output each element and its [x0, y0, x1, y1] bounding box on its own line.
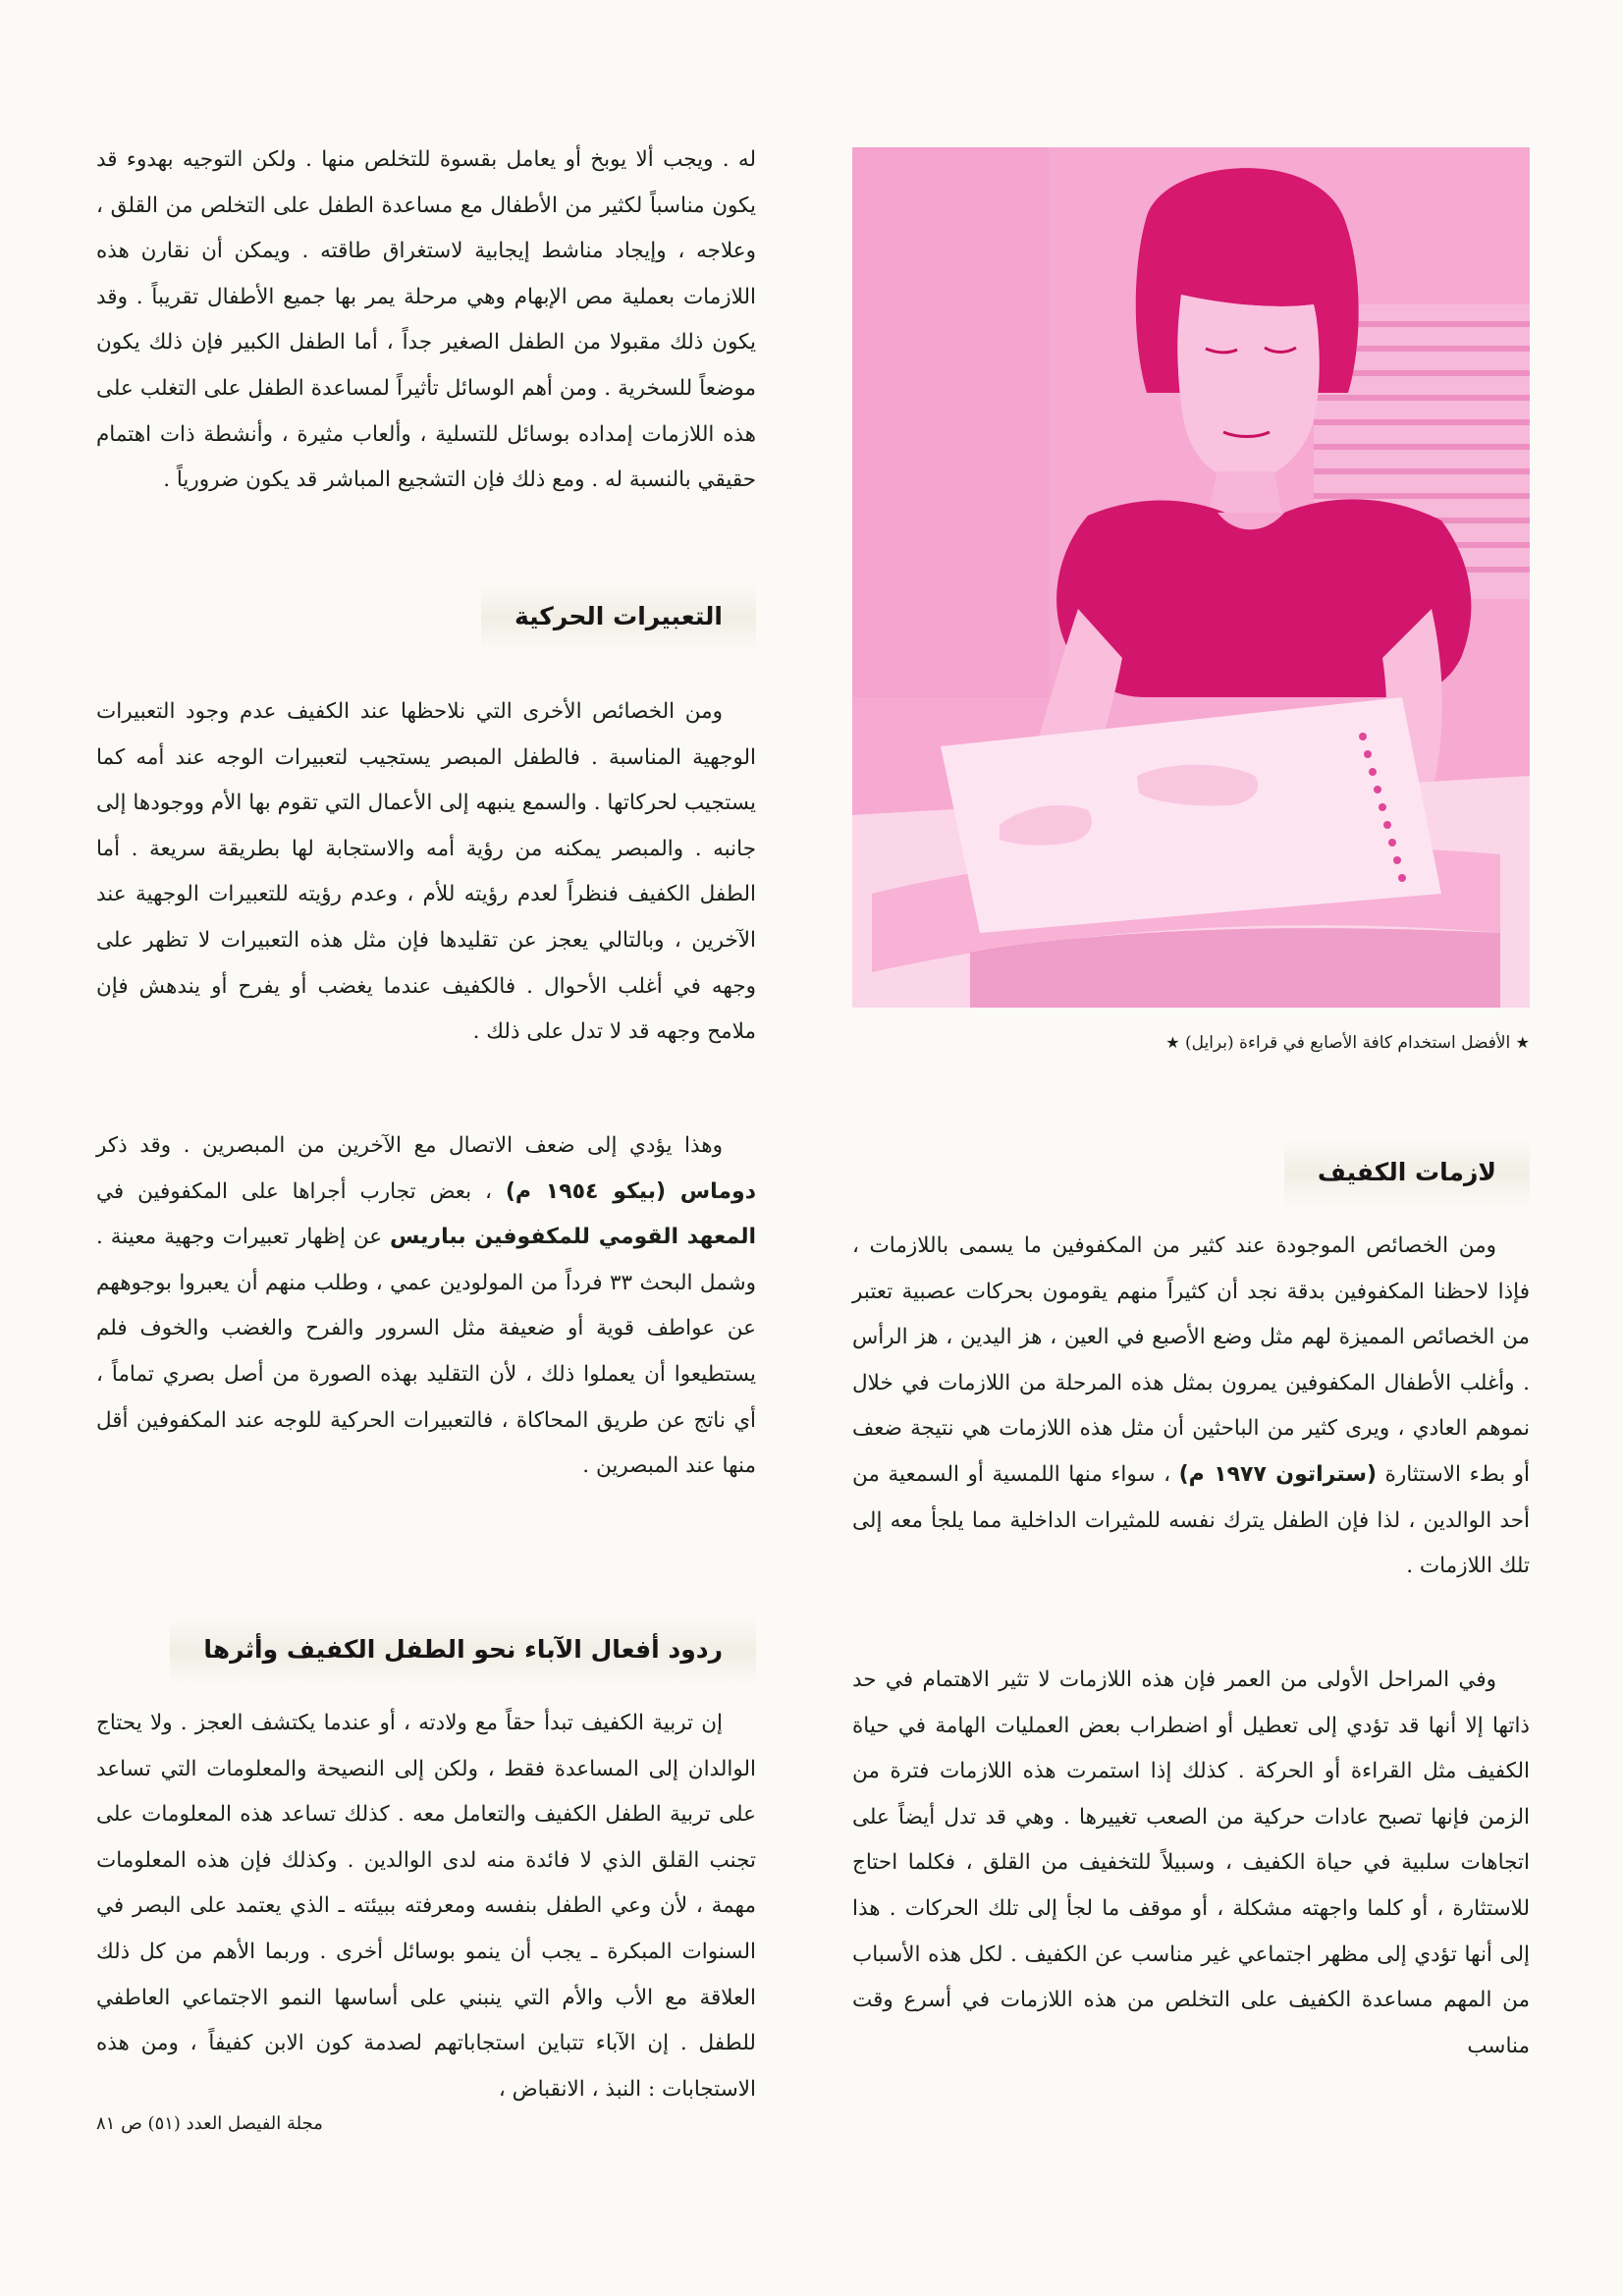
paragraph-early-stages: وفي المراحل الأولى من العمر فإن هذه اللازمات لا تثير الاهتمام في حد ذاتها إلا أنها قد تؤدي إلى تعطيل أو اضطراب بعض العمليات الهامة في حياة الكفيف مثل القراءة أو الحركة . كذلك إذا استمرت هذه اللازمات فترة من الزمن فإنها تصبح عادات حركية من الصعب تغييرها . وهي قد تدل أيضاً على اتجاهات سلبية في حياة الكفيف ، وسبيلاً للتخفيف من القلق ، فكلما احتاج للاستثارة ، أو كلما واجهته مشكلة ، أو موقف ما لجأ إلى تلك الحركات . هذا إلى أنها تؤدي إلى مظهر اجتماعي غير مناسب عن الكفيف . لكل هذه الأسباب من المهم مساعدة الكفيف على التخلص من هذه اللازمات في أسرع وقت مناسب [852, 1667, 1530, 2058]
heading-mannerisms [852, 1139, 1530, 1200]
heading-parent-reactions-text: ردود أفعال الآباء نحو الطفل الكفيف وأثرها [170, 1616, 756, 1685]
right-column-text [852, 1139, 1530, 2069]
institute-name: المعهد القومي للمكفوفين بباريس [390, 1225, 756, 1250]
p3-part-d: عن إظهار تعبيرات وجهية معينة . وشمل البحث ٣٣ فرداً من المولودين عمي ، وطلب منهم أن يعبروا بوجوههم عن عواطف قوية أو ضعيفة مثل السرور والفرح والغضب والخوف فلم يستطيعوا أن يعملوا ذلك ، لأن التقليد بهذه الصورة من أصل بصري تماماً ، أي ناتج عن طريق المحاكاة ، فالتعبيرات الحركية للوجه عند المكفوفين أقل منها عند المبصرين . [96, 1225, 756, 1479]
paragraph-habits-guidance: له . ويجب ألا يوبخ أو يعامل بقسوة للتخلص منها . ولكن التوجيه بهدوء قد يكون مناسباً لكثير من الأطفال مع مساعدة الطفل على التخلص من القلق ، وعلاجه ، وإيجاد مناشط إيجابية لاستغراق طاقته . ويمكن أن نقارن هذه اللازمات بعملية مص الإبهام وهي مرحلة يمر بها جميع الأطفال تقريباً . وقد يكون ذلك مقبولا من الطفل الصغير جداً ، أما الطفل الكبير فإن ذلك يكون موضعاً للسخرية . ومن أهم الوسائل تأثيراً لمساعدة الطفل على التغلب على هذه اللازمات إمداده بوسائل للتسلية ، وألعاب مثيرة ، وأنشطة ذات اهتمام حقيقي بالنسبة له . ومع ذلك فإن التشجيع المباشر قد يكون ضرورياً . [96, 147, 756, 493]
paragraph-facial-expressions: ومن الخصائص الأخرى التي نلاحظها عند الكفيف عدم وجود التعبيرات الوجهية المناسبة . فالطفل المبصر يستجيب لتعبيرات الوجه عند أمه كما يستجيب لحركاتها . والسمع ينبهه إلى الأعمال التي تقوم بها الأم ووجودها إلى جانبه . والمبصر يمكنه من رؤية أمه والاستجابة لها بطريقة سريعة . أما الطفل الكفيف فنظراً لعدم رؤيته للأم ، وعدم رؤيته للتعبيرات الوجهية عند الآخرين ، وبالتالي يعجز عن تقليدها فإن مثل هذه التعبيرات لا تظهر على وجهه في أغلب الأحوال . فالكفيف عندما يغضب أو يفرح أو يندهش فإن ملامح وجهه قد لا تدل على ذلك . [96, 699, 756, 1045]
paragraph-parent-education: إن تربية الكفيف تبدأ حقاً مع ولادته ، أو عندما يكتشف العجز . ولا يحتاج الوالدان إلى المساعدة فقط ، ولكن إلى النصيحة والمعلومات التي تساعد على تربية الطفل الكفيف والتعامل معه . كذلك تساعد هذه المعلومات على تجنب القلق الذي لا فائدة منه لدى الوالدين . وكذلك فإن هذه المعلومات مهمة ، لأن وعي الطفل بنفسه ومعرفته ببيئته ـ الذي يعتمد على البصر في السنوات المبكرة ـ يجب أن ينمو بوسائل أخرى . وربما الأهم من كل ذلك العلاقة مع الأب والأم التي ينبني على أساسها النمو الاجتماعي العاطفي للطفل . إن الآباء تتباين استجاباتهم لصدمة كون الابن كفيفاً ، ومن هذه الاستجابات : النبذ ، الانقباض ، [96, 1711, 756, 2102]
citation-stratton: (ستراتون ١٩٧٧ م) [1178, 1461, 1378, 1487]
page-footer: مجلة الفيصل العدد (٥١) ص ٨١ [96, 2113, 323, 2134]
p5-part-c: ، سواء منها اللمسية أو السمعية من أحد الوالدين ، لذا فإن الطفل يترك نفسه للمثيرات الداخلية مما يلجأ معه إلى تلك اللازمات . [852, 1461, 1530, 1579]
neck-shape [1208, 471, 1282, 516]
caption-text: الأفضل استخدام كافة الأصابع في قراءة (برايل) [1184, 1033, 1511, 1053]
star-icon: ★ [1515, 1033, 1530, 1052]
photo-illustration [852, 147, 1530, 1008]
heading-mannerisms-text: لازمات الكفيف [1284, 1139, 1530, 1208]
braille-reading-photo [852, 147, 1530, 1008]
left-column [96, 137, 756, 2112]
citation-dumas: دوماس (بيكو ١٩٥٤ م) [505, 1178, 756, 1204]
p3-part-a: وهذا يؤدي إلى ضعف الاتصال مع الآخرين من المبصرين . وقد ذكر [96, 1133, 723, 1158]
star-icon-end: ★ [1165, 1033, 1180, 1052]
paragraph-mannerisms [852, 1224, 1530, 1636]
heading-parent-reactions [96, 1616, 756, 1687]
p3-part-c: ، بعض تجارب أجراها على المكفوفين في [96, 1178, 492, 1204]
photo-caption [852, 1033, 1530, 1053]
paragraph-dumas-experiment [96, 1123, 756, 1581]
heading-motor-expressions [96, 583, 756, 652]
p5-part-a: ومن الخصائص الموجودة عند كثير من المكفوفين ما يسمى باللازمات ، فإذا لاحظنا المكفوفين بدقة نجد أن كثيراً منهم يقومون بحركات عصبية تعتبر من الخصائص المميزة لهم مثل وضع الأصبع في العين ، هز اليدين ، هز الرأس . وأغلب الأطفال المكفوفين يمرون بمثل هذه المرحلة من اللازمات في خلال نموهم العادي ، ويرى كثير من الباحثين أن مثل هذه اللازمات هي نتيجة ضعف أو بطء الاستثارة [852, 1233, 1531, 1487]
photo-shadow [852, 147, 1049, 697]
heading-motor-expressions-text: التعبيرات الحركية [481, 583, 756, 652]
